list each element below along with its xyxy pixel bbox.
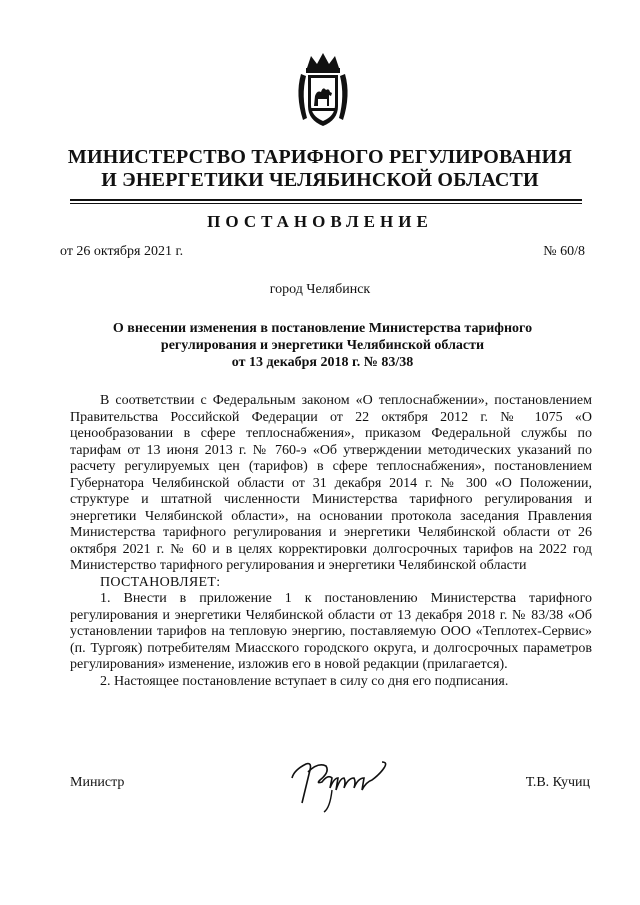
ministry-name-line2: И ЭНЕРГЕТИКИ ЧЕЛЯБИНСКОЙ ОБЛАСТИ [101,169,539,191]
item-2-paragraph: 2. Настоящее постановление вступает в силу со дня его подписания. [100,673,509,689]
ministry-name-line1: МИНИСТЕРСТВО ТАРИФНОГО РЕГУЛИРОВАНИЯ [67,146,573,168]
ministry-name [40,146,600,192]
signatory-position: Министр [70,775,125,790]
header-divider-thin [70,203,582,204]
header-divider-thick [70,199,582,201]
document-city: город Челябинск [269,282,371,297]
document-meta-row [60,244,585,260]
coat-of-arms-emblem [293,50,353,130]
document-number: № 60/8 [543,244,585,259]
document-date: от 26 октября 2021 г. [60,244,184,259]
subject-line2: регулирования и энергетики Челябинской области [160,338,485,353]
document-body [70,393,592,690]
signatory-name: Т.В. Кучиц [525,775,590,790]
preamble-paragraph: В соответствии с Федеральным законом «О теплоснабжении», постановлением Правительства Российской Федерации от 22 октября 2012 г. № 1075 «О ценообразовании в сфере теплоснабжения», приказом Федеральной службы по тарифам от 13 июня 2013 г. № 760-э «Об утверждении методических указаний по расчету регулируемых цен (тарифов) в сфере теплоснабжения», постановлением Губернатора Челябинской области от 31 декабря 2014 г. № 300 «О Положении, структуре и штатной численности Министерства тарифного регулирования и энергетики Челябинской области», на основании протокола заседания Правления Министерства тарифного регулирования и энергетики Челябинской области от 26 октября 2021 г. № 60 и в целях корректировки долгосрочных тарифов на 2022 год Министерство тарифного регулирования и энергетики Челябинской области [70,393,592,573]
subject-line3: от 13 декабря 2018 г. № 83/38 [231,355,414,370]
decree-word: ПОСТАНОВЛЯЕТ: [100,574,221,590]
document-type-title: ПОСТАНОВЛЕНИЕ [207,212,433,231]
item-1-paragraph: 1. Внести в приложение 1 к постановлению Министерства тарифного регулирования и энергетики Челябинской области от 13 декабря 2018 г. № 83/38 «Об установлении тарифов на тепловую энергию, поставляемую ООО «Теплотех-Сервис» (п. Тургояк) потребителям Миасского городского округа, и долгосрочных параметров регулирования» изменение, изложив его в новой редакции (прилагается). [70,591,592,672]
signature-row [70,775,590,791]
document-subject [60,320,585,371]
subject-line1: О внесении изменения в постановление Министерства тарифного [112,321,533,336]
